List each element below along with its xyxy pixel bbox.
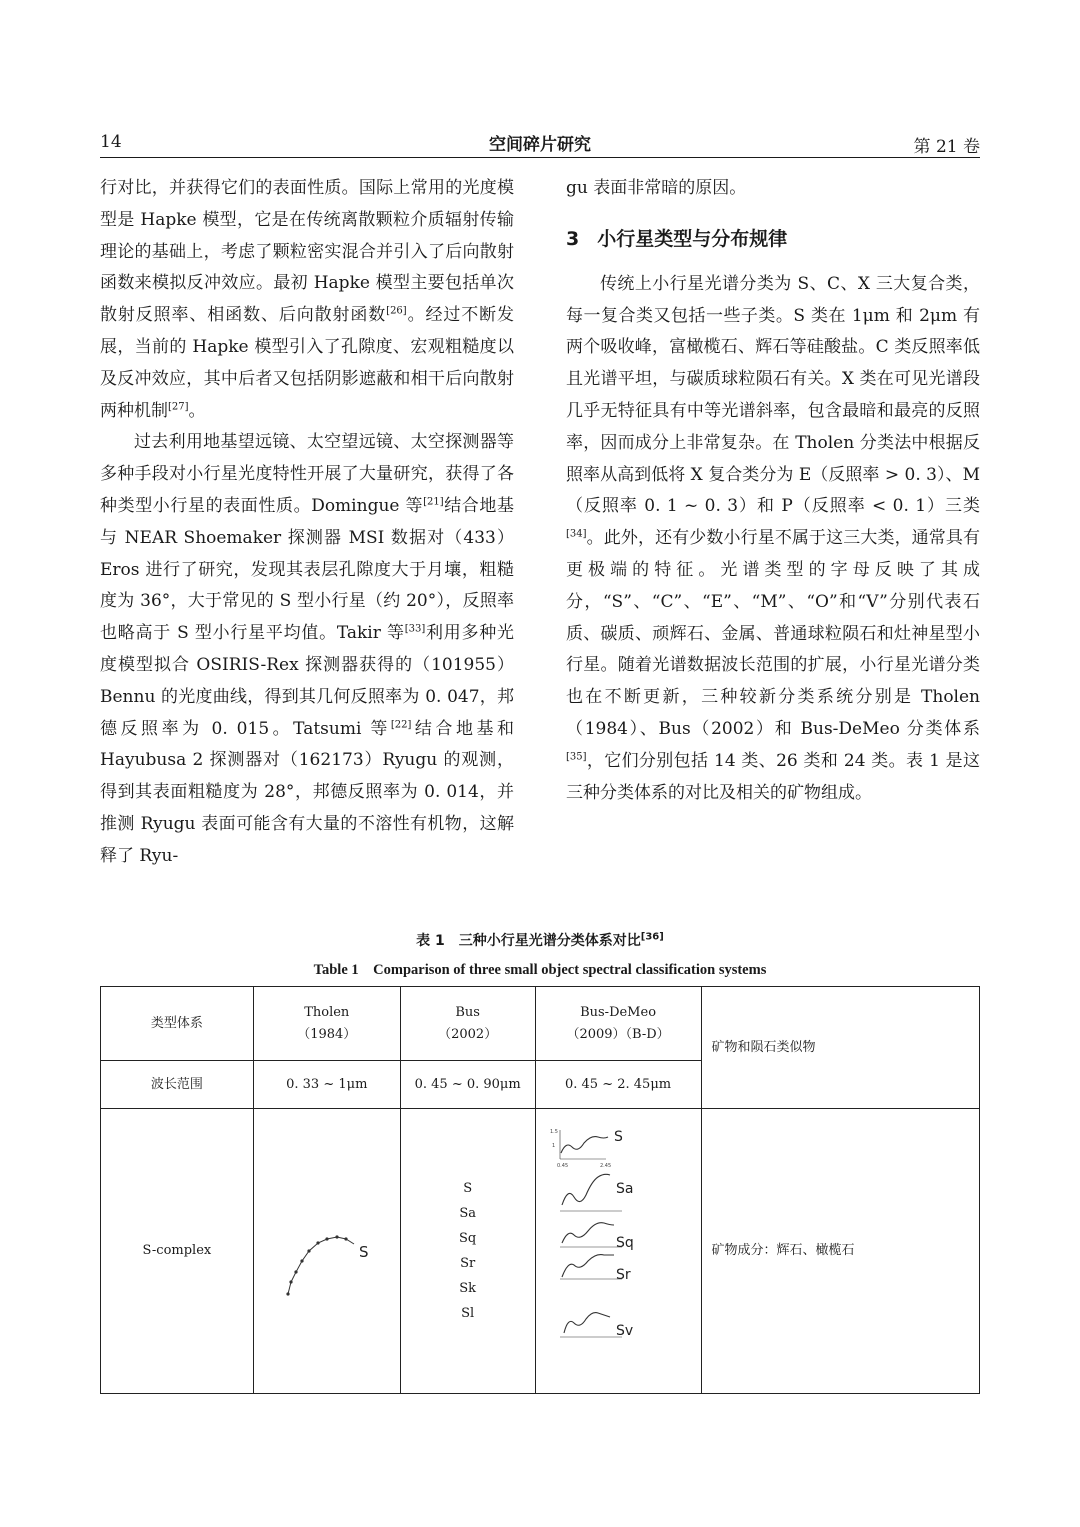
spectrum-curve [564,1313,610,1333]
header-minerals-cell: 矿物和陨石类似物 [701,987,979,1109]
tholen-spectrum-cell [253,1109,400,1394]
right-paragraph-0: gu 表面非常暗的原因。 [566,178,747,198]
bus-name: Bus [455,1004,480,1020]
spectrum-curve [562,1255,614,1277]
left-paragraph-2 [100,427,514,872]
spectrum-label: Sa [616,1181,634,1197]
busdemeo-spectra-cell [535,1109,701,1394]
wavelength-busdemeo-cell: 0. 45 ~ 2. 45μm [535,1061,701,1109]
spectrum-curve [562,1174,610,1205]
table-header-row [101,987,980,1061]
spectrum-point [301,1259,304,1262]
table-caption-cn [100,930,980,950]
bus-class: Sq [459,1231,477,1246]
wavelength-label-cell: 波长范围 [101,1061,254,1109]
page-number: 14 [100,132,122,152]
s-complex-label-cell: S-complex [101,1109,254,1394]
table-row [101,1109,980,1394]
text-run: 传统上小行星光谱分类为 S、C、X 三大复合类，每一复合类又包括一些子类。S 类在 1μm 和 2μm 有两个吸收峰，富橄榄石、辉石等硅酸盐。C 类反照率低且光谱平坦，与碳质球粒陨石有关。X 类在可见光谱段几乎无特征具有中等光谱斜率，包含最暗和最亮的反照率，因而成分上非常复杂。在 Tholen 分类法中根据反照率从高到低将 X 复合类分为 E（反照率 > 0. 3）、M（反照率 0. 1 ~ 0. 3）和 P（反照率 < 0. 1）三类 [566,273,980,517]
header-tholen-cell [253,987,400,1061]
section-heading [566,224,980,254]
busdemeo-name: Bus-DeMeo [580,1004,657,1020]
text-run: 。经过不断发展，当前的 Hapke 模型引入了孔隙度、宏观粗糙度以及反冲效应，其中后者又包括阴影遮蔽和相干后向散射两种机制 [100,305,515,421]
text-run: 结合地基与 NEAR Shoemaker 探测器 MSI 数据对（433）Eros 进行了研究，发现其表层孔隙度大于月壤，粗糙度为 36°，大于常见的 S 型小行星（约 20°），反照率也略高于 S 型小行星平均值。Takir 等 [100,495,515,644]
tholen-plot-label: S [359,1243,369,1261]
s-complex-minerals-cell: 矿物成分：辉石、橄榄石 [701,1109,979,1394]
bus-class: Sa [459,1206,476,1221]
spectrum-point [295,1270,298,1273]
left-column [100,173,514,873]
header-type-cell: 类型体系 [101,987,254,1061]
bus-classes-cell [400,1109,535,1394]
header-rule [100,157,980,158]
spectrum-curve [562,1223,614,1243]
axis-tick-label: 1 [552,1143,556,1149]
text-run: 结合地基和 Hayubusa 2 探测器对（162173）Ryugu 的观测，得到其表面粗糙度为 28°，邦德反照率为 0. 014，并推测 Ryugu 表面可能含有大量的不溶性有机物，这解释了 Ryu- [100,718,514,866]
spectrum-point [317,1241,320,1244]
header-busdemeo-cell [535,987,701,1061]
bus-class: Sl [461,1306,475,1321]
page-header [100,128,980,156]
axis-tick-label: 2.45 [600,1163,612,1169]
text-run: 。 [188,400,206,421]
header-bus-cell [400,987,535,1061]
citation: [35] [566,751,587,763]
spectrum-point [308,1249,311,1252]
spectrum-point [345,1237,348,1240]
spectrum-point [287,1292,290,1295]
citation: [33] [404,623,426,635]
axis-tick-label: 0.45 [557,1163,569,1169]
caption-text: 表 1 三种小行星光谱分类体系对比 [416,933,641,949]
text-run: ，它们分别包括 14 类、26 类和 24 类。表 1 是这三种分类体系的对比及相关的矿物组成。 [566,750,980,803]
spectrum-point [336,1235,339,1238]
journal-title: 空间碎片研究 [489,135,591,155]
busdemeo-spectra-plot [536,1117,700,1377]
spectrum-curve [561,1137,608,1153]
citation: [36] [640,931,664,943]
bus-class: Sr [460,1256,476,1271]
spectrum-point [326,1237,329,1240]
spectrum-label: S [614,1129,623,1145]
spectrum-label: Sq [616,1235,634,1251]
citation: [21] [423,496,444,508]
citation: [26] [386,305,407,317]
text-run: 利用多种光度模型拟合 OSIRIS-Rex 探测器获得的（101955）Bennu 的光度曲线，得到其几何反照率为 0. 047，邦德反照率为 0. 015。Tatsumi 等 [100,623,514,739]
spectrum-curve [288,1237,354,1294]
wavelength-tholen-cell: 0. 33 ~ 1μm [253,1061,400,1109]
text-run: 。此外，还有少数小行星不属于这三大类，通常具有更极端的特征。光谱类型的字母反映了其成分，“S”、“C”、“E”、“M”、“O”和“V”分别代表石质、碳质、顽辉石、金属、普通球粒陨石和灶神星型小行星。随着光谱数据波长范围的扩展，小行星光谱分类也在不断更新，三种较新分类系统分别是 Tholen（1984）、Bus（2002）和 Bus-DeMeo 分类体系 [566,528,980,739]
right-paragraph-1 [566,269,980,810]
text-run: 行对比，并获得它们的表面性质。国际上常用的光度模型是 Hapke 模型，它是在传统离散颗粒介质辐射传输理论的基础上，考虑了颗粒密实混合并引入了后向散射函数来模拟反冲效应。最初 Hapke 模型主要包括单次散射反照率、相函数、后向散射函数 [100,178,514,326]
spectrum-label: Sr [616,1267,631,1283]
wavelength-bus-cell: 0. 45 ~ 0. 90μm [400,1061,535,1109]
bus-class: S [463,1181,473,1196]
tholen-name: Tholen [304,1004,350,1020]
spectrum-point [290,1280,293,1283]
citation: [27] [168,400,189,412]
section-number: 3 [566,227,580,250]
classification-table [100,986,980,1394]
left-paragraph-1 [100,173,514,427]
busdemeo-year: （2009）（B-D） [566,1026,670,1042]
spectrum-label: Sv [616,1323,634,1339]
citation: [34] [566,528,587,540]
tholen-spectrum-plot [254,1187,399,1307]
tholen-year: （1984） [297,1026,357,1042]
text-run: 过去利用地基望远镜、太空望远镜、太空探测器等多种手段对小行星光度特性开展了大量研究，获得了各种类型小行星的表面性质。Domingue 等 [100,432,514,516]
citation: [22] [390,718,412,730]
right-column [566,173,980,809]
section-title: 小行星类型与分布规律 [597,227,788,250]
table-caption-en: Table 1 Comparison of three small object spectral classification systems [313,962,767,978]
bus-year: （2002） [438,1026,498,1042]
axis-tick-label: 1.5 [550,1129,558,1135]
volume-label: 第 21 卷 [913,137,980,157]
bus-class: Sk [459,1281,477,1296]
